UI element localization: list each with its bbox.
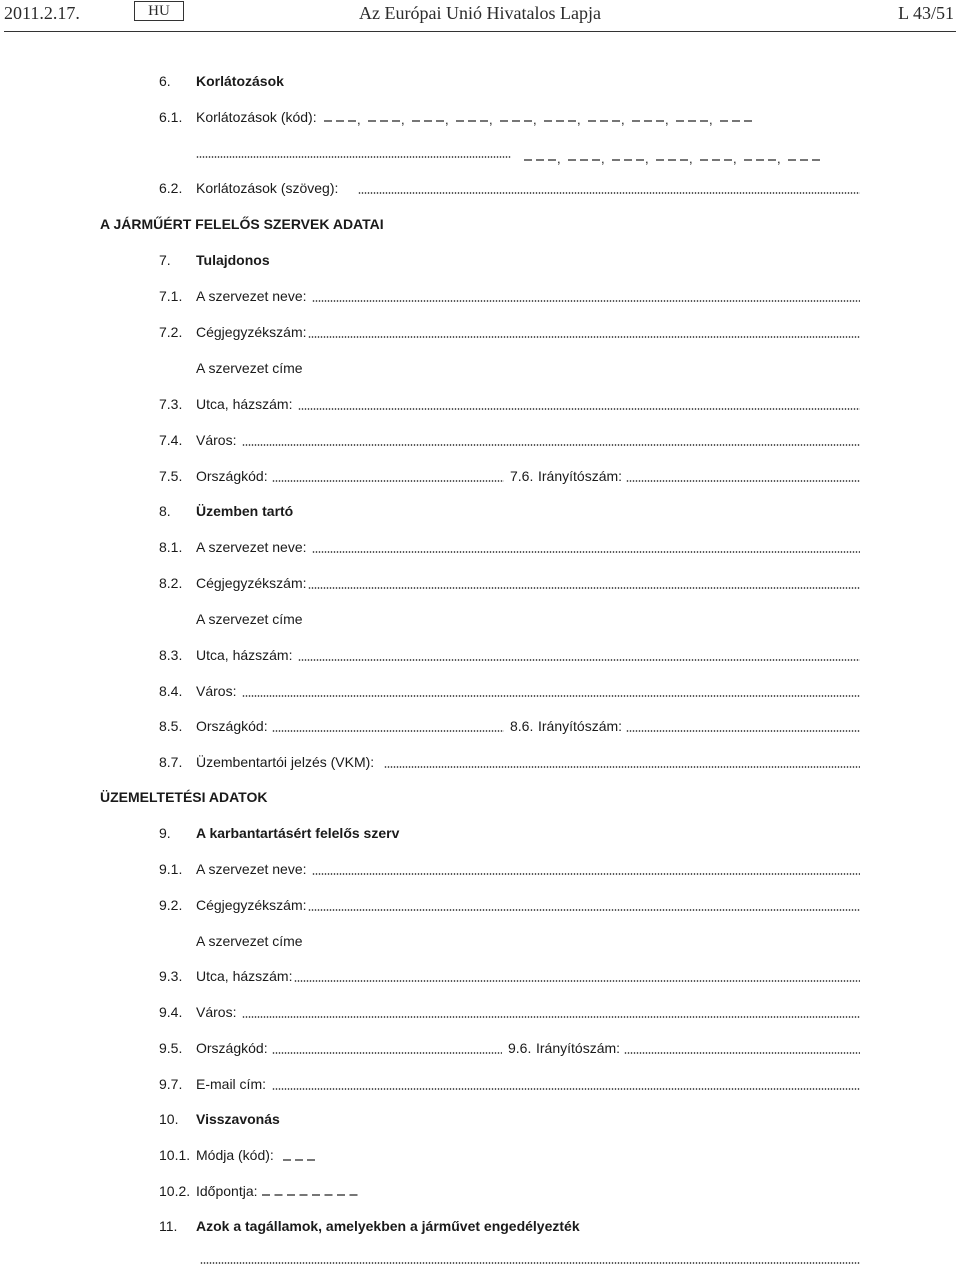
item-number: 8.4.	[159, 683, 183, 699]
item-number: 9.6.	[508, 1040, 532, 1056]
item-number: 9.	[159, 825, 171, 841]
dash-separator: ,	[489, 112, 493, 127]
section-10	[0, 1109, 960, 1129]
address-heading-7	[0, 358, 960, 378]
field-label: Időpontja:	[196, 1183, 258, 1199]
dotted-leader[interactable]	[242, 1016, 860, 1018]
dotted-leader[interactable]	[312, 873, 860, 875]
field-label: Utca, házszám:	[196, 396, 293, 412]
publication-date: 2011.2.17.	[4, 3, 80, 23]
item-heading: Visszavonás	[196, 1111, 280, 1127]
field-label: Utca, házszám:	[196, 968, 293, 984]
dotted-leader[interactable]	[308, 336, 860, 338]
field-label: Országkód:	[196, 468, 268, 484]
field-label: Város:	[196, 1004, 237, 1020]
dash-separator: ,	[577, 112, 581, 127]
item-number: 10.2.	[159, 1183, 191, 1199]
dotted-leader[interactable]	[312, 300, 860, 302]
item-number: 11.	[159, 1218, 178, 1234]
dash-separator: ,	[401, 112, 405, 127]
dash-separator: ,	[601, 151, 605, 166]
item-number: 6.	[159, 73, 171, 89]
dotted-leader[interactable]	[298, 659, 860, 661]
item-number: 8.2.	[159, 575, 183, 591]
item-number: 7.5.	[159, 468, 183, 484]
dotted-leader[interactable]	[384, 766, 860, 768]
item-number: 9.1.	[159, 861, 183, 877]
field-label: Országkód:	[196, 718, 268, 734]
item-number: 9.7.	[159, 1076, 183, 1092]
item-number: 10.1.	[159, 1147, 191, 1163]
dash-separator: ,	[709, 112, 713, 127]
item-number: 9.2.	[159, 897, 183, 913]
field-label: Irányítószám:	[538, 718, 623, 734]
field-label: Korlátozások (szöveg):	[196, 180, 339, 196]
item-number: 10.	[159, 1111, 179, 1127]
field-label: Országkód:	[196, 1040, 268, 1056]
section-7	[0, 250, 960, 270]
item-heading: Korlátozások	[196, 73, 284, 89]
field-9-7	[0, 1074, 960, 1094]
item-number: 8.5.	[159, 718, 183, 734]
field-label: Irányítószám:	[536, 1040, 621, 1056]
address-heading-8	[0, 609, 960, 629]
field-9-5	[0, 1038, 960, 1058]
item-number: 8.3.	[159, 647, 183, 663]
item-number: 7.6.	[510, 468, 534, 484]
dash-separator: ,	[645, 151, 649, 166]
dash-separator: ,	[733, 151, 737, 166]
item-number: 7.4.	[159, 432, 183, 448]
item-number: 8.7.	[159, 754, 183, 770]
item-number: 7.2.	[159, 324, 183, 340]
dotted-leader[interactable]	[312, 551, 860, 553]
field-label: Cégjegyzékszám:	[196, 897, 307, 913]
section-heading-responsible-bodies: A JÁRMŰÉRT FELELŐS SZERVEK ADATAI	[100, 216, 384, 232]
field-8-3	[0, 645, 960, 665]
dash-separator: ,	[533, 112, 537, 127]
field-label: Irányítószám:	[538, 468, 623, 484]
dotted-leader[interactable]	[200, 1262, 860, 1264]
field-label: Város:	[196, 432, 237, 448]
dotted-leader[interactable]	[308, 909, 860, 911]
field-label: E-mail cím:	[196, 1076, 266, 1092]
dotted-leader[interactable]	[272, 730, 504, 732]
field-label: Utca, házszám:	[196, 647, 293, 663]
field-label: Cégjegyzékszám:	[196, 575, 307, 591]
item-number: 9.3.	[159, 968, 183, 984]
language-badge: HU	[134, 1, 184, 21]
dotted-leader[interactable]	[196, 156, 511, 158]
dash-separator: ,	[689, 151, 693, 166]
field-label: Korlátozások (kód):	[196, 109, 317, 125]
item-number: 6.2.	[159, 180, 183, 196]
field-6-2	[0, 178, 960, 198]
field-7-4	[0, 430, 960, 450]
address-label: A szervezet címe	[196, 611, 303, 627]
field-label: A szervezet neve:	[196, 861, 307, 877]
journal-title: Az Európai Unió Hivatalos Lapja	[359, 3, 601, 23]
item-number: 6.1.	[159, 109, 183, 125]
field-7-2	[0, 322, 960, 342]
item-number: 8.1.	[159, 539, 183, 555]
item-number: 8.6.	[510, 718, 534, 734]
item-number: 7.	[159, 252, 171, 268]
section-11	[0, 1216, 960, 1236]
field-9-1	[0, 859, 960, 879]
field-7-5	[0, 466, 960, 486]
dotted-leader[interactable]	[272, 480, 504, 482]
field-label: Módja (kód):	[196, 1147, 274, 1163]
address-label: A szervezet címe	[196, 933, 303, 949]
field-label: Cégjegyzékszám:	[196, 324, 307, 340]
item-number: 9.4.	[159, 1004, 183, 1020]
item-number: 7.3.	[159, 396, 183, 412]
dash-separator: ,	[557, 151, 561, 166]
field-label: Város:	[196, 683, 237, 699]
section-8	[0, 501, 960, 521]
dotted-leader[interactable]	[294, 980, 860, 982]
address-heading-9	[0, 931, 960, 951]
field-label: A szervezet neve:	[196, 288, 307, 304]
field-9-2	[0, 895, 960, 915]
field-label: Üzembentartói jelzés (VKM):	[196, 754, 375, 770]
dash-separator: ,	[445, 112, 449, 127]
field-8-2	[0, 573, 960, 593]
dotted-leader[interactable]	[358, 192, 860, 194]
field-label: A szervezet neve:	[196, 539, 307, 555]
field-8-7	[0, 752, 960, 772]
field-7-1	[0, 286, 960, 306]
dotted-leader[interactable]	[298, 408, 860, 410]
dash-separator: ,	[777, 151, 781, 166]
item-number: 7.1.	[159, 288, 183, 304]
dash-separator: ,	[621, 112, 625, 127]
field-8-5	[0, 716, 960, 736]
field-9-3	[0, 966, 960, 986]
field-7-3	[0, 394, 960, 414]
item-number: 8.	[159, 503, 171, 519]
dotted-leader[interactable]	[624, 1052, 860, 1054]
field-10-2	[0, 1181, 960, 1201]
dotted-leader[interactable]	[626, 730, 860, 732]
item-heading: A karbantartásért felelős szerv	[196, 825, 400, 841]
dotted-leader[interactable]	[272, 1052, 502, 1054]
field-10-1	[0, 1145, 960, 1165]
dotted-leader[interactable]	[308, 587, 860, 589]
item-heading: Üzemben tartó	[196, 503, 294, 519]
dotted-leader[interactable]	[242, 695, 860, 697]
dash-separator: ,	[665, 112, 669, 127]
dotted-leader[interactable]	[272, 1088, 860, 1090]
dash-separator: ,	[357, 112, 361, 127]
field-8-1	[0, 537, 960, 557]
field-8-4	[0, 681, 960, 701]
address-label: A szervezet címe	[196, 360, 303, 376]
section-9	[0, 823, 960, 843]
dotted-leader[interactable]	[242, 444, 860, 446]
section-heading-operational-data: ÜZEMELTETÉSI ADATOK	[100, 789, 268, 805]
page-number: L 43/51	[898, 3, 954, 23]
item-heading: Azok a tagállamok, amelyekben a járművet engedélyezték	[196, 1218, 580, 1234]
item-heading: Tulajdonos	[196, 252, 270, 268]
field-9-4	[0, 1002, 960, 1022]
dotted-leader[interactable]	[626, 480, 860, 482]
item-number: 9.5.	[159, 1040, 183, 1056]
